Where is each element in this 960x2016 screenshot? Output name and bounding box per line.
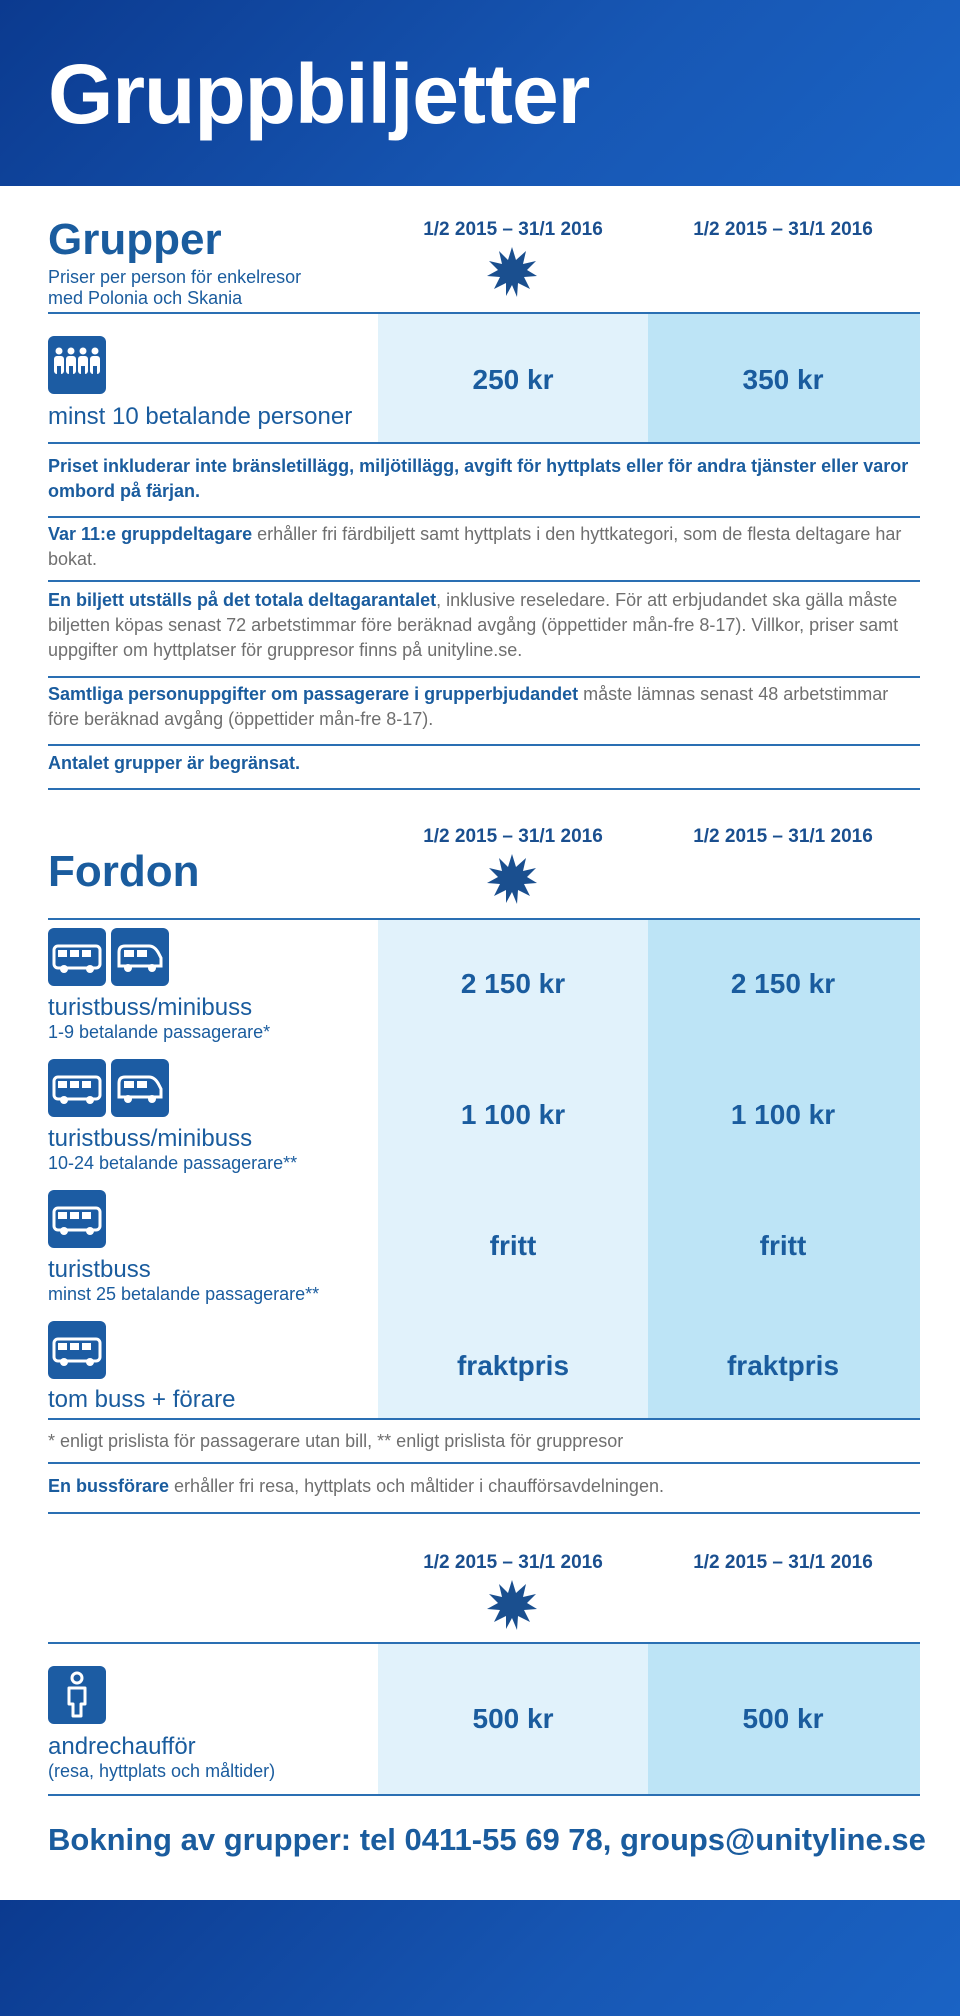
section-subtitle-line2: med Polonia och Skania [48,288,243,308]
minibus-icon [111,1059,169,1117]
footer-banner [0,1900,960,2016]
row-label-min-10-persons: minst 10 betalande personer [48,403,353,430]
section-title-grupper: Grupper [48,215,222,264]
price-fordon-row4-col2: fraktpris [726,1350,840,1381]
row-label-second-driver: andrechaufför [48,1733,196,1760]
price-fordon-row3-col2: fritt [759,1230,807,1261]
divider [48,744,920,746]
sun-icon [486,246,538,298]
note-bus-driver: En bussförare erhåller fri resa, hyttplats och måltider i chaufförsavdelningen. [48,1476,664,1496]
price-fordon-row2-col1: 1 100 kr [460,1099,566,1130]
price-driver-col1: 500 kr [472,1703,554,1734]
bus-icon [48,928,106,986]
price-fordon-row1-col2: 2 150 kr [730,968,836,999]
price-fordon-row3-col1: fritt [489,1230,537,1261]
bus-icon [48,1321,106,1379]
price-grupper-col2: 350 kr [742,364,824,395]
divider [48,1794,920,1796]
page-title: Gruppbiljetter [48,47,590,141]
price-fordon-row2-col2: 1 100 kr [730,1099,836,1130]
row-label-vehicle: tom buss + förare [48,1386,236,1413]
note-price-exclusions: Priset inkluderar inte bränsletillägg, miljötillägg, avgift för hyttplats eller för andra tjänster eller varor ombord på färjan. [48,456,909,501]
period-date-col1: 1/2 2015 – 31/1 2016 [423,1552,603,1573]
period-date-col2: 1/2 2015 – 31/1 2016 [693,219,873,240]
moon-icon [756,1579,808,1631]
price-fordon-row1-col1: 2 150 kr [460,968,566,999]
row-label-vehicle: turistbuss/minibuss [48,1125,253,1152]
note-personal-data: Samtliga personuppgifter om passagerare i grupperbjudandet måste lämnas senast 48 arbetstimmar före beräknad avgång (öppettider mån-fre 8-17). [48,684,889,729]
price-grupper-col1: 250 kr [472,364,554,395]
sun-icon [486,853,538,905]
note-free-ticket: Var 11:e gruppdeltagare erhåller fri färdbiljett samt hyttplats i den hyttkategori, som de flesta deltagare har bokat. [48,524,902,569]
period-date-col2: 1/2 2015 – 31/1 2016 [693,826,873,847]
row-label-vehicle: turistbuss [48,1256,151,1283]
divider [48,1462,920,1464]
minibus-icon [111,928,169,986]
bus-icon [48,1190,106,1248]
moon-icon [756,246,808,298]
period-date-col1: 1/2 2015 – 31/1 2016 [423,219,603,240]
price-fordon-row4-col1: fraktpris [456,1350,570,1381]
row-label-vehicle: turistbuss/minibuss [48,994,253,1021]
note-limited-groups: Antalet grupper är begränsat. [48,753,301,773]
group-people-icon [48,336,106,394]
row-sublabel-second-driver: (resa, hyttplats och måltider) [48,1761,276,1781]
row-sublabel-vehicle: 10-24 betalande passagerare** [48,1153,298,1173]
footnote-price-lists: * enligt prislista för passagerare utan bill, ** enligt prislista för gruppresor [48,1431,624,1451]
row-sublabel-vehicle: 1-9 betalande passagerare* [48,1022,271,1042]
driver-person-icon [48,1666,106,1724]
period-date-col1: 1/2 2015 – 31/1 2016 [423,826,603,847]
booking-contact: Bokning av grupper: tel 0411-55 69 78, groups@unityline.se [48,1822,926,1857]
divider [48,1512,920,1514]
divider [48,1418,920,1420]
bus-icon [48,1059,106,1117]
divider [48,788,920,790]
price-driver-col2: 500 kr [742,1703,824,1734]
divider [48,442,920,444]
sun-icon [486,1579,538,1631]
note-ticket-total: En biljett utställs på det totala deltagarantalet, inklusive reseledare. För att erbjudandet ska gälla måste biljetten köpas senast 72 arbetstimmar före beräknad avgång (öppettider mån-fre 8-17). Villkor, priser samt uppgifter om hyttplatser för gruppresor finns på unityline.se. [48,590,899,660]
period-date-col2: 1/2 2015 – 31/1 2016 [693,1552,873,1573]
row-sublabel-vehicle: minst 25 betalande passagerare** [48,1284,320,1304]
moon-icon [756,853,808,905]
header-banner [0,0,960,186]
section-title-fordon: Fordon [48,847,200,896]
divider [48,580,920,582]
section-subtitle-line1: Priser per person för enkelresor [48,267,302,287]
divider [48,676,920,678]
divider [48,516,920,518]
